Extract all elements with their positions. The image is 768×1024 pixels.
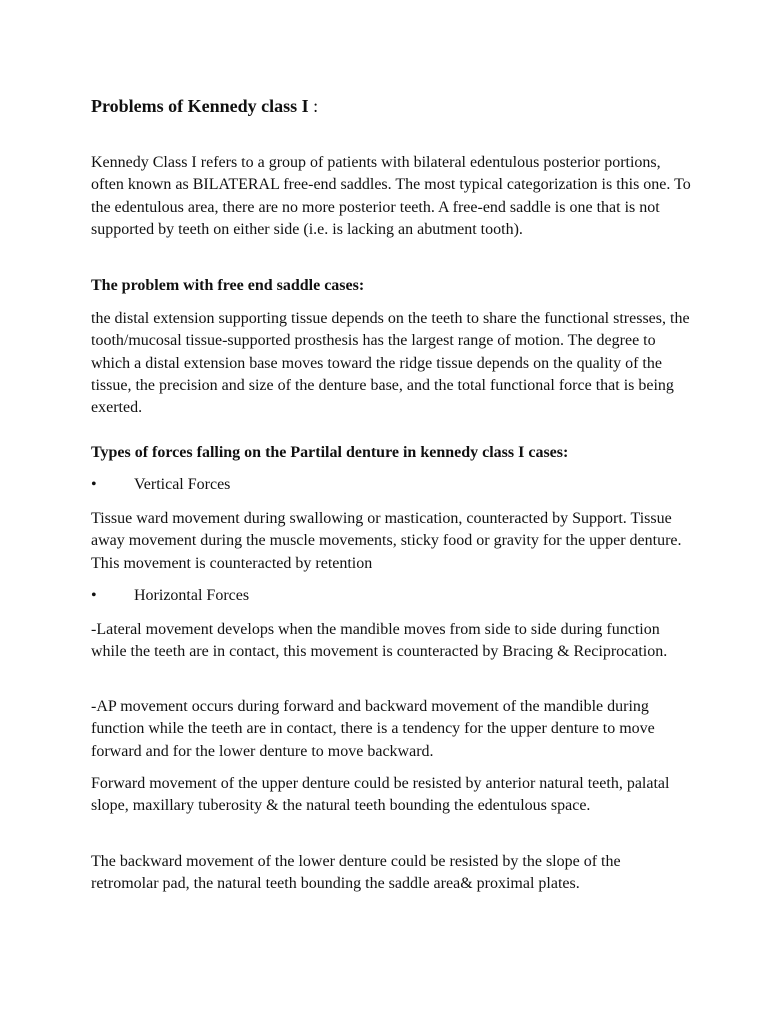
title-colon: : [308,96,319,116]
title-text: Problems of Kennedy class I [91,96,309,116]
bullet-vertical-label: Vertical Forces [134,476,231,493]
bullet-dot: • [91,587,97,604]
bullet-horizontal-label: Horizontal Forces [134,587,250,604]
section1-heading [91,275,691,297]
section2-heading-text: Types of forces falling on the Partilal denture in kennedy class I cases: [91,444,569,461]
backward-body-text: The backward movement of the lower denture could be resisted by the slope of the retromolar pad, the natural teeth bounding the saddle area& proximal plates. [91,853,621,893]
bullet-dot: • [91,476,97,493]
section1-body-text: the distal extension supporting tissue depends on the teeth to share the functional stresses, the tooth/mucosal tissue-supported prosthesis has the largest range of motion. The degree to which a distal extension base moves toward the ridge tissue depends on the quality of the tissue, the precision and size of the denture base, and the total functional force that is being exerted. [91,310,690,417]
lateral-paragraph [91,619,691,664]
section1-paragraph [91,308,691,419]
bullet-vertical-forces [91,474,691,496]
backward-paragraph [91,851,691,896]
lateral-body-text: -Lateral movement develops when the mandible moves from side to side during function while the teeth are in contact, this movement is counteracted by Bracing & Reciprocation. [91,621,668,661]
vertical-body-text: Tissue ward movement during swallowing or mastication, counteracted by Support. Tissue away movement during the muscle movements, sticky food or gravity for the upper denture. This movement is counteracted by retention [91,510,682,572]
section1-heading-text: The problem with free end saddle cases: [91,277,365,294]
bullet-horizontal-forces [91,585,691,607]
vertical-paragraph [91,508,691,575]
section2-heading [91,442,691,464]
forward-paragraph [91,773,691,818]
intro-paragraph [91,152,691,241]
ap-body-text: -AP movement occurs during forward and backward movement of the mandible during function while the teeth are in contact, there is a tendency for the upper denture to move forward and for the lower denture to move backward. [91,698,655,760]
ap-paragraph [91,696,691,763]
intro-text: Kennedy Class I refers to a group of patients with bilateral edentulous posterior portions, often known as BILATERAL free-end saddles. The most typical categorization is this one. To the edentulous area, there are no more posterior teeth. A free-end saddle is one that is not supported by teeth on either side (i.e. is lacking an abutment tooth). [91,154,691,238]
forward-body-text: Forward movement of the upper denture could be resisted by anterior natural teeth, palatal slope, maxillary tuberosity & the natural teeth bounding the edentulous space. [91,775,670,815]
document-title [91,95,318,117]
